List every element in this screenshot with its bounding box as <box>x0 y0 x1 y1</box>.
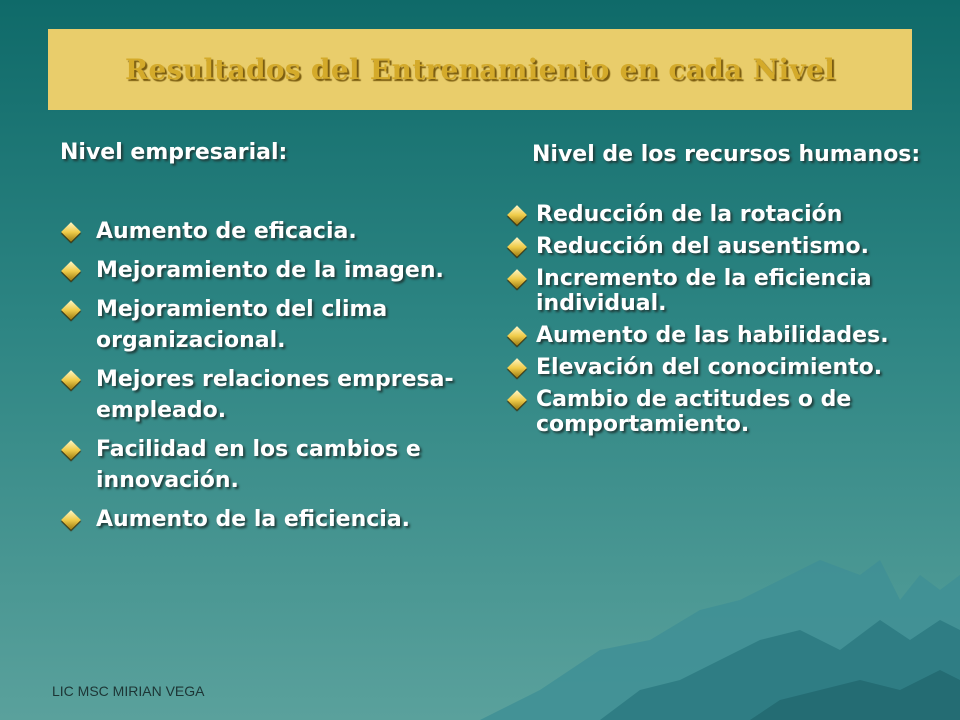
list-item-text: Mejoramiento de la imagen. <box>96 258 444 283</box>
diamond-bullet-icon <box>61 300 81 320</box>
list-item-text: Reducción del ausentismo. <box>536 234 869 259</box>
diamond-bullet-icon <box>61 440 81 460</box>
slide-title: Resultados del Entrenamiento en cada Nivel <box>124 53 836 86</box>
left-list <box>60 216 470 535</box>
diamond-bullet-icon <box>61 261 81 281</box>
list-item <box>508 266 928 316</box>
list-item <box>508 202 928 227</box>
list-item-text: Cambio de actitudes o de comportamiento. <box>536 387 852 437</box>
list-item-text: Mejores relaciones empresa-empleado. <box>96 367 454 423</box>
list-item-text: Elevación del conocimiento. <box>536 355 883 380</box>
list-item-text: Reducción de la rotación <box>536 202 843 227</box>
diamond-bullet-icon <box>61 222 81 242</box>
list-item-text: Mejoramiento del clima organizacional. <box>96 297 388 353</box>
list-item <box>60 216 470 247</box>
diamond-bullet-icon <box>61 510 81 530</box>
list-item <box>60 294 470 356</box>
list-item <box>60 434 470 496</box>
list-item-text: Aumento de eficacia. <box>96 219 357 244</box>
list-item-text: Aumento de las habilidades. <box>536 323 889 348</box>
list-item <box>60 364 470 426</box>
list-item <box>60 255 470 286</box>
list-item-text: Aumento de la eficiencia. <box>96 507 411 532</box>
list-item-text: Facilidad en los cambios e innovación. <box>96 437 421 493</box>
diamond-bullet-icon <box>507 237 527 257</box>
diamond-bullet-icon <box>507 326 527 346</box>
diamond-bullet-icon <box>507 390 527 410</box>
right-list <box>508 202 928 437</box>
title-bar <box>48 29 912 110</box>
left-heading: Nivel empresarial: <box>60 140 288 165</box>
diamond-bullet-icon <box>61 370 81 390</box>
right-column <box>508 142 928 444</box>
list-item <box>508 323 928 348</box>
list-item <box>508 387 928 437</box>
diamond-bullet-icon <box>507 269 527 289</box>
list-item <box>508 355 928 380</box>
footer-author: LIC MSC MIRIAN VEGA <box>52 683 205 699</box>
right-heading: Nivel de los recursos humanos: <box>532 142 921 167</box>
list-item <box>60 504 470 535</box>
list-item-text: Incremento de la eficiencia individual. <box>536 266 872 316</box>
diamond-bullet-icon <box>507 205 527 225</box>
diamond-bullet-icon <box>507 358 527 378</box>
left-column <box>60 140 470 543</box>
list-item <box>508 234 928 259</box>
